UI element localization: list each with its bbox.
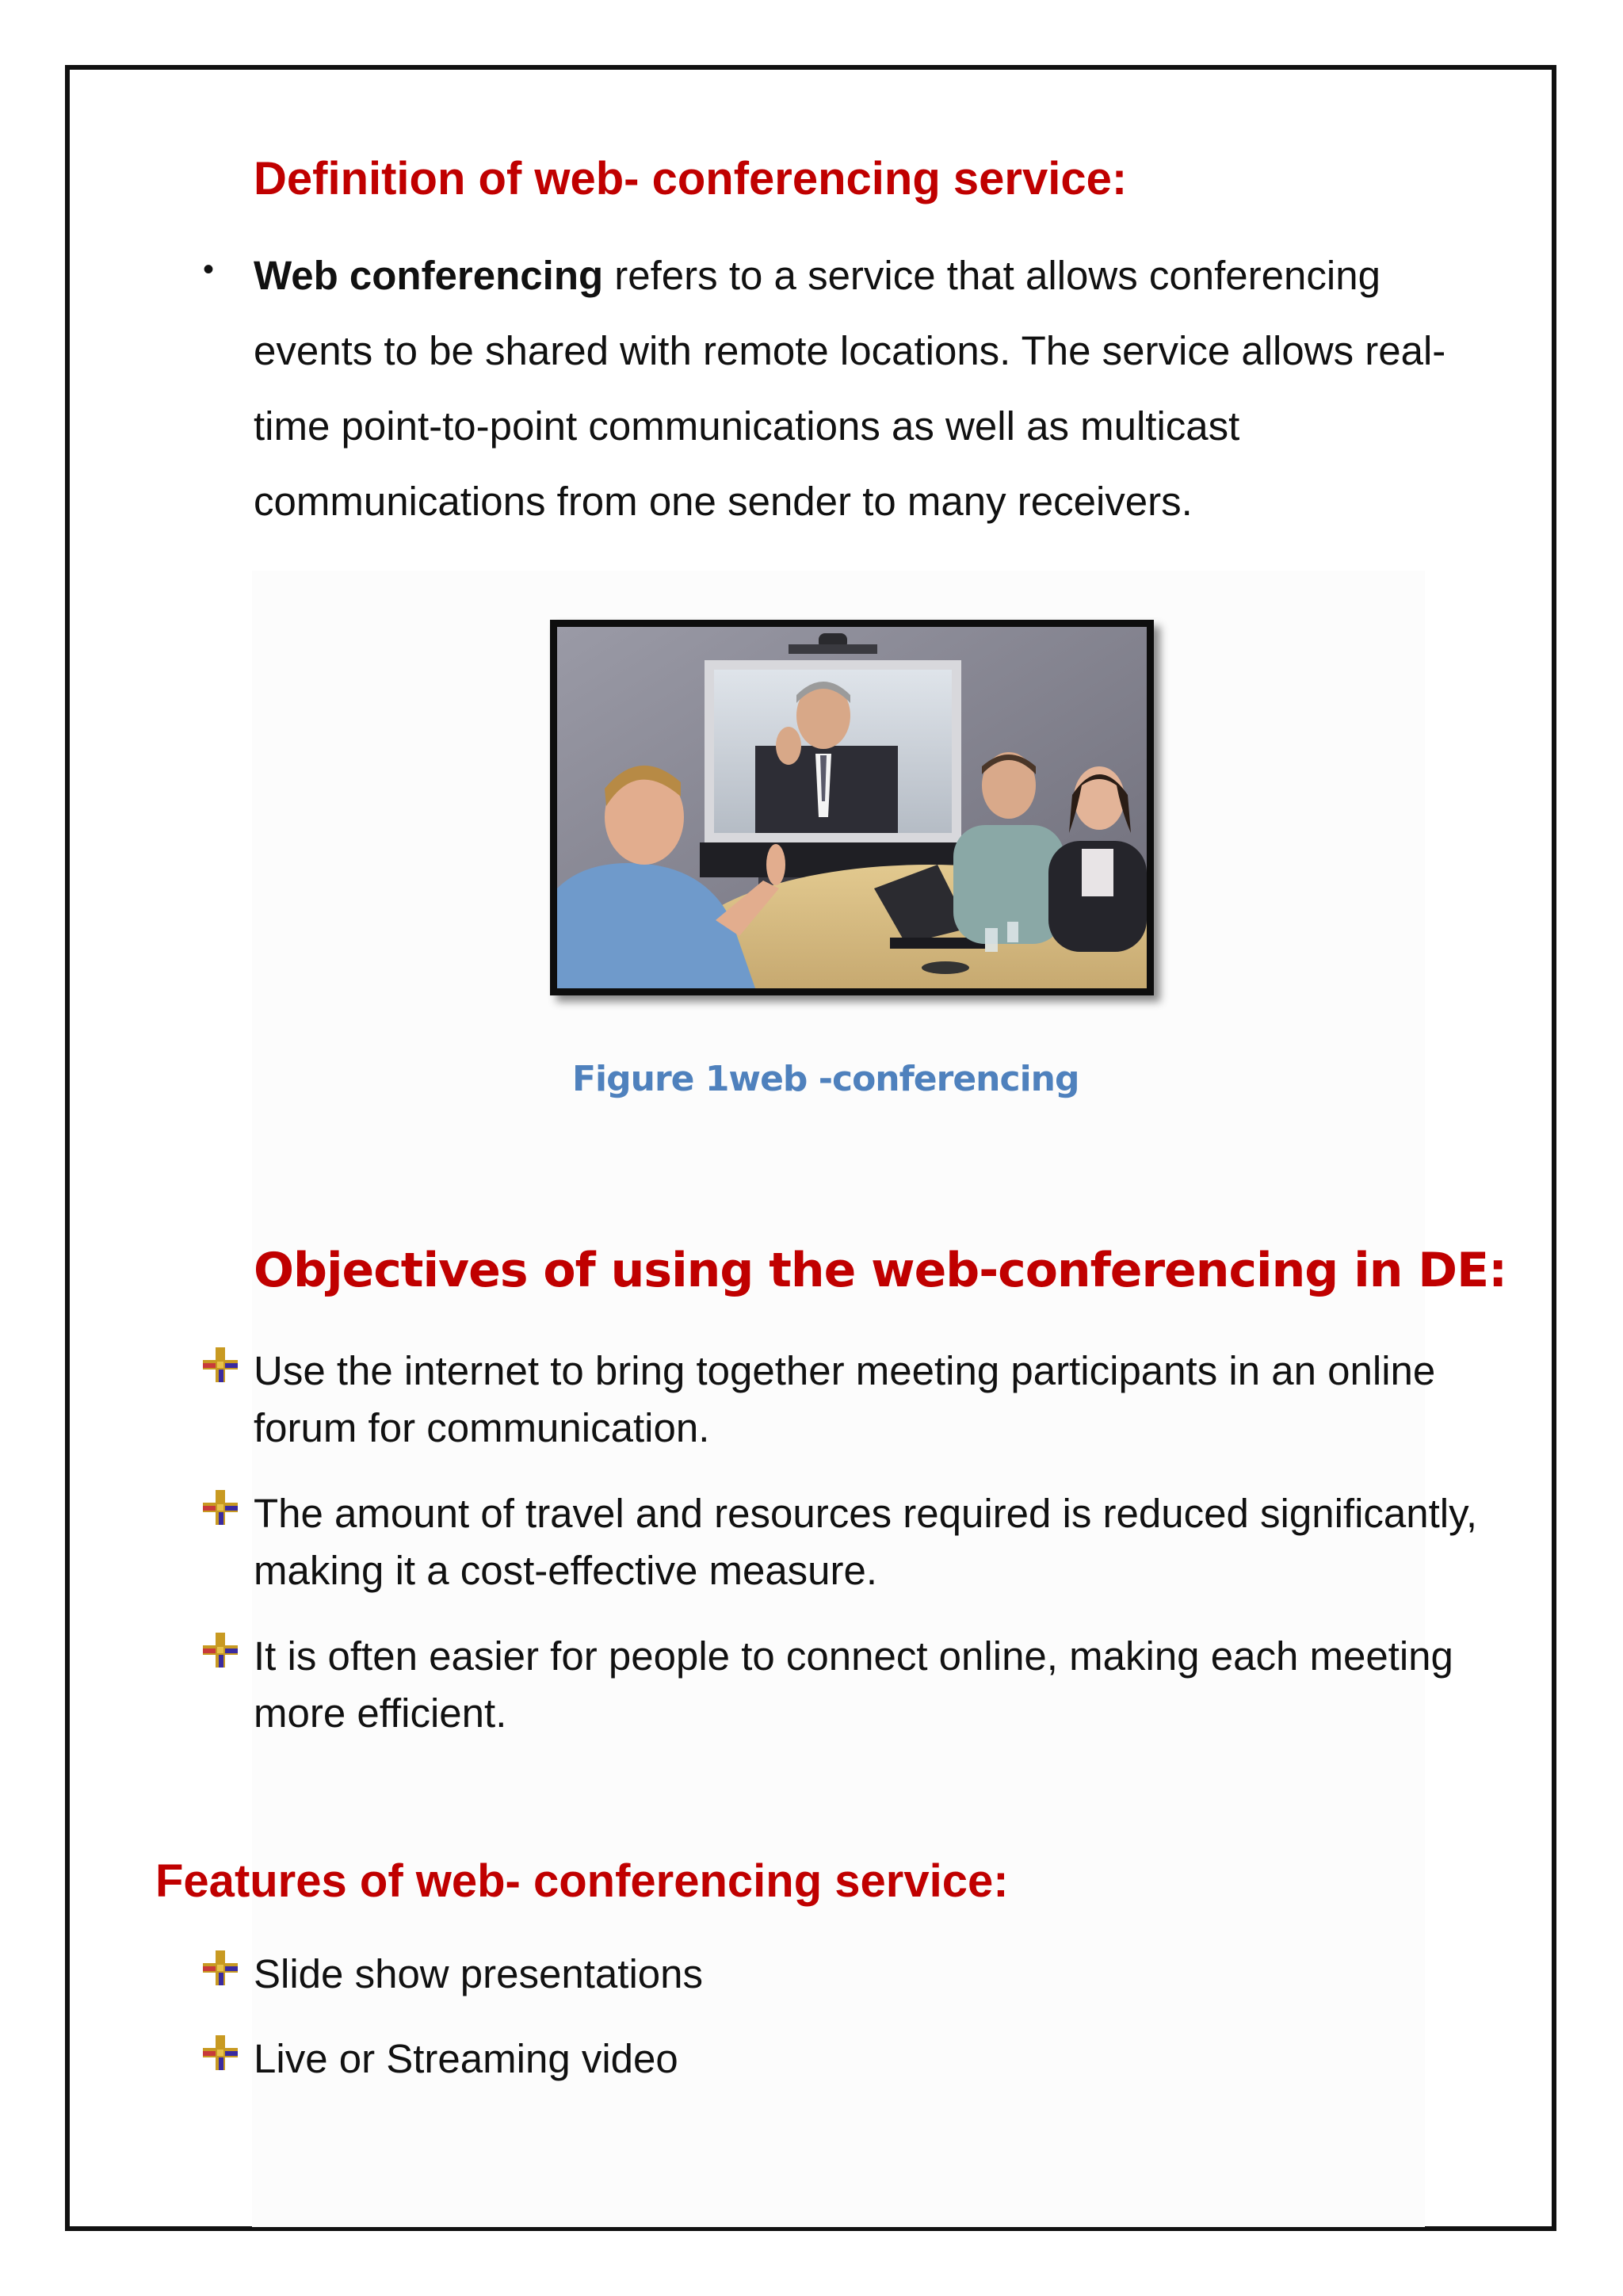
feature-text: Slide show presentations	[254, 1951, 704, 1996]
arrow-bullet-icon	[201, 1346, 239, 1384]
definition-term: Web conferencing	[254, 253, 604, 298]
arrow-bullet-icon	[201, 1949, 239, 1987]
definition-heading: Definition of web- conferencing service:	[254, 153, 1128, 204]
definition-text: refers to a service that allows conferencing events to be shared with remote locations. The service allows real-time point-to-point communications as well as multicast communications from one sender to many receivers.	[254, 253, 1446, 524]
objectives-heading: Objectives of using the web-conferencing in DE:	[254, 1243, 1507, 1298]
objective-text: The amount of travel and resources required is reduced significantly, making it a cost-effective measure.	[254, 1491, 1478, 1593]
figure-caption: Figure 1web -conferencing	[572, 1059, 1079, 1099]
feature-text: Live or Streaming video	[254, 2036, 678, 2081]
bullet-dot: •	[203, 252, 215, 287]
objective-text: It is often easier for people to connect online, making each meeting more efficient.	[254, 1633, 1453, 1736]
definition-paragraph	[254, 238, 1474, 539]
arrow-bullet-icon	[201, 1488, 239, 1526]
features-heading: Features of web- conferencing service:	[155, 1855, 1009, 1907]
photo-illustration	[557, 627, 1147, 988]
arrow-bullet-icon	[201, 1631, 239, 1669]
video-conference-photo	[550, 620, 1154, 995]
arrow-bullet-icon	[201, 2034, 239, 2072]
objective-text: Use the internet to bring together meeting participants in an online forum for communication.	[254, 1348, 1436, 1450]
